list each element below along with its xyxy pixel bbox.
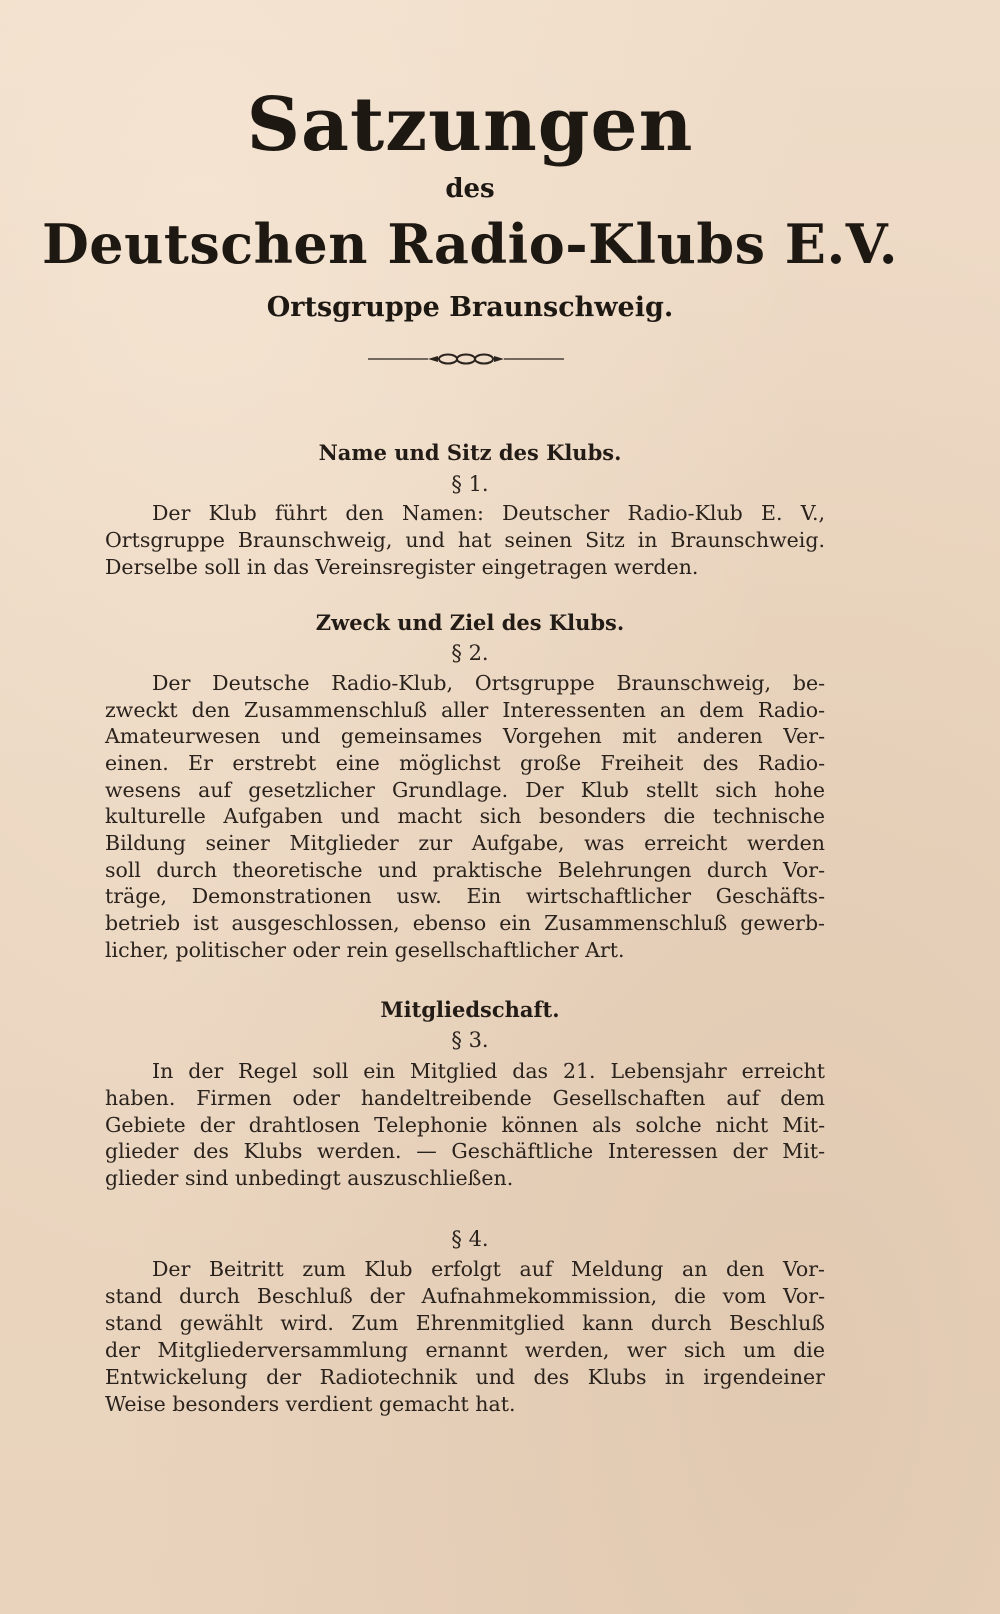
text-line: Der Deutsche Radio-Klub, Ortsgruppe Braunschweig, be- [152,671,825,695]
text-line: kulturelle Aufgaben und macht sich besonders die technische [105,804,825,828]
text-line: stand durch Beschluß der Aufnahmekommission, die vom Vor- [105,1284,825,1308]
document-title: Satzungen [246,82,694,168]
text-line: wesens auf gesetzlicher Grundlage. Der Klub stellt sich hohe [105,778,825,802]
text-line: haben. Firmen oder handeltreibende Gesellschaften auf dem [105,1086,825,1110]
title-des: des [445,174,495,204]
section-heading: Name und Sitz des Klubs. [318,440,622,465]
text-line: Derselbe soll in das Vereinsregister eingetragen werden. [105,555,699,579]
paragraph-number: § 4. [451,1227,489,1251]
paragraph-number: § 1. [451,472,489,496]
text-line: Der Klub führt den Namen: Deutscher Radio-Klub E. V., [152,501,825,525]
text-line: licher, politischer oder rein gesellschaftlicher Art. [105,938,625,962]
paragraph-number: § 3. [451,1028,489,1052]
text-line: stand gewählt wird. Zum Ehrenmitglied kann durch Beschluß [105,1311,825,1335]
local-group-subtitle: Ortsgruppe Braunschweig. [266,292,674,323]
section-heading: Zweck und Ziel des Klubs. [315,610,625,635]
club-name: Deutschen Radio-Klubs E.V. [41,212,899,276]
text-line: soll durch theoretische und praktische Belehrungen durch Vor- [105,858,825,882]
text-line: Amateurwesen und gemeinsames Vorgehen mit anderen Ver- [105,724,825,748]
text-line: Der Beitritt zum Klub erfolgt auf Meldung an den Vor- [152,1257,825,1281]
section-heading: Mitgliedschaft. [380,997,560,1022]
text-line: In der Regel soll ein Mitglied das 21. Lebensjahr erreicht [152,1059,825,1083]
text-line: träge, Demonstrationen usw. Ein wirtschaftlicher Geschäfts- [105,884,825,908]
text-line: Gebiete der drahtlosen Telephonie können als solche nicht Mit- [105,1113,825,1137]
text-line: Weise besonders verdient gemacht hat. [105,1392,516,1416]
text-line: Entwickelung der Radiotechnik und des Klubs in irgendeiner [105,1365,825,1389]
text-line: einen. Er erstrebt eine möglichst große Freiheit des Radio- [105,751,825,775]
paragraph-number: § 2. [451,641,489,665]
text-line: zweckt den Zusammenschluß aller Interessenten an dem Radio- [105,698,825,722]
text-line: Ortsgruppe Braunschweig, und hat seinen Sitz in Braunschweig. [105,528,825,552]
text-line: der Mitgliederversammlung ernannt werden, wer sich um die [105,1338,825,1362]
text-line: betrieb ist ausgeschlossen, ebenso ein Zusammenschluß gewerb- [105,911,825,935]
ornament-divider [368,352,564,366]
text-line: glieder des Klubs werden. — Geschäftliche Interessen der Mit- [105,1139,825,1163]
text-line: glieder sind unbedingt auszuschließen. [105,1166,514,1190]
text-line: Bildung seiner Mitglieder zur Aufgabe, was erreicht werden [105,831,825,855]
